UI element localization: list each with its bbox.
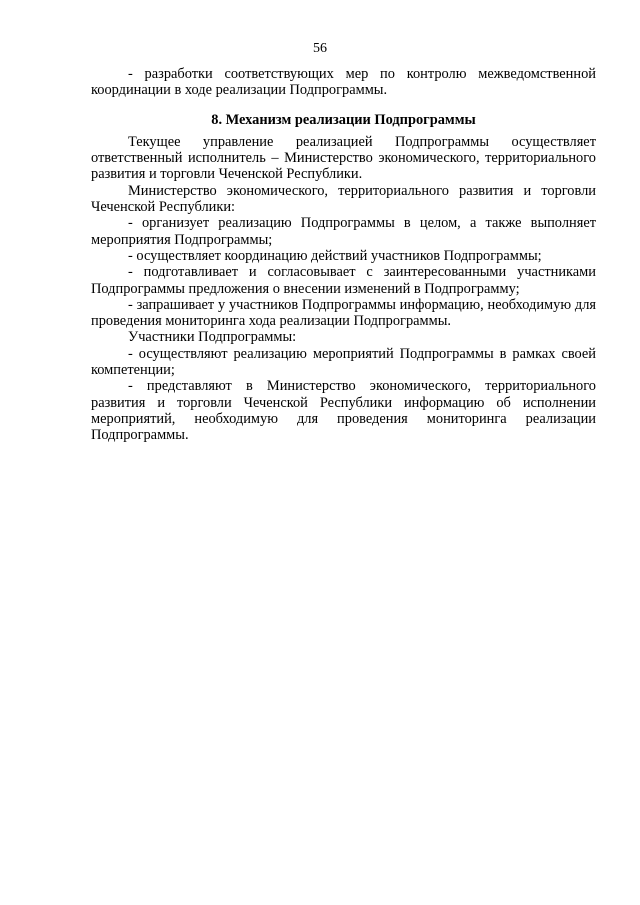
- paragraph: - организует реализацию Подпрограммы в целом, а также выполняет мероприятия Подпрограммы;: [91, 215, 596, 248]
- paragraph: Текущее управление реализацией Подпрограммы осуществляет ответственный исполнитель – Министерство экономического, территориального развития и торговли Чеченской Республики.: [91, 133, 596, 183]
- paragraph: Участники Подпрограммы:: [128, 329, 297, 346]
- paragraph: - осуществляют реализацию мероприятий Подпрограммы в рамках своей компетенции;: [91, 345, 596, 379]
- section-title: 8. Механизм реализации Подпрограммы: [211, 111, 476, 128]
- paragraph: - подготавливает и согласовывает с заинтересованными участниками Подпрограммы предложения о внесении изменений в Подпрограмму;: [91, 264, 596, 297]
- paragraph: - запрашивает у участников Подпрограммы информацию, необходимую для проведения мониторинга хода реализации Подпрограммы.: [91, 296, 596, 330]
- intro-paragraph: - разработки соответствующих мер по контролю межведомственной координации в ходе реализации Подпрограммы.: [91, 66, 596, 99]
- document-body: [91, 66, 596, 444]
- paragraph: - осуществляет координацию действий участников Подпрограммы;: [128, 247, 542, 264]
- page-number: 56: [313, 41, 327, 56]
- paragraph: Министерство экономического, территориального развития и торговли Чеченской Республики:: [91, 182, 596, 216]
- paragraph: - представляют в Министерство экономического, территориального развития и торговли Чеченской Республики информацию об исполнении мероприятий, необходимую для проведения мониторинга реализации Подпрограммы.: [91, 378, 596, 444]
